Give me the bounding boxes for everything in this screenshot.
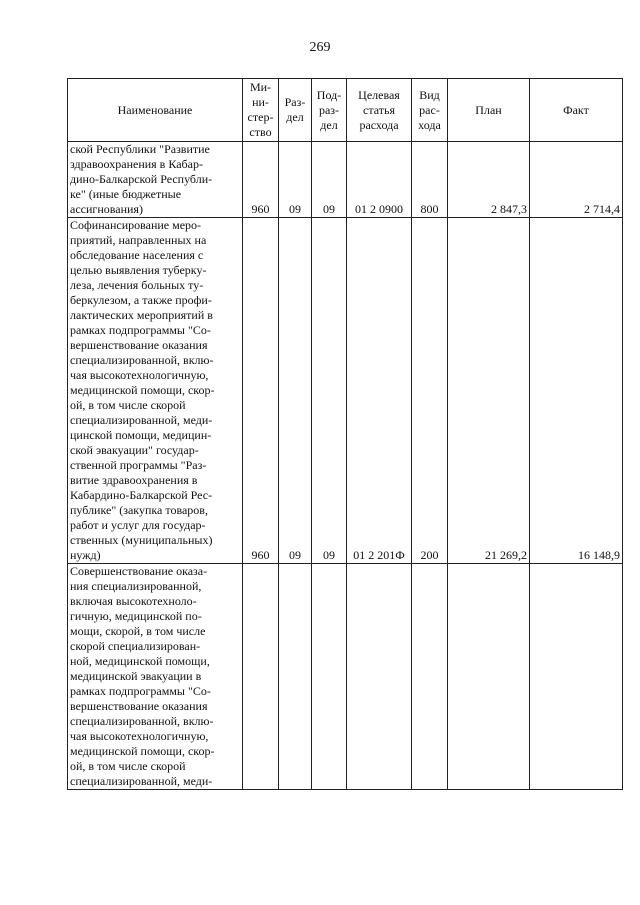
text-line: Ми- [249,80,272,94]
header-section [279,79,312,142]
text-line: работ и услуг для государ- [70,518,206,532]
row-kind: 200 [412,218,448,564]
text-line: гичную, медицинской по- [70,609,202,623]
row-fact: 2 714,4 [530,142,623,218]
text-line: хода [418,117,441,132]
text-line: публике" (закупка товаров, [70,503,208,517]
table-row [68,142,623,218]
header-subsection [312,79,347,142]
text-line: дел [320,117,338,132]
text-line: Кабардино-Балкарской Рес- [70,488,213,502]
row-name [68,564,243,790]
text-line: Целевая [358,87,400,102]
header-plan [448,79,530,142]
row-ministry: 960 [243,142,279,218]
text-line: дино-Балкарской Республи- [70,172,213,186]
row-subsection: 09 [312,142,347,218]
row-subsection [312,564,347,790]
text-line: ской Республики "Развитие [70,142,210,156]
text-line: включая высокотехноло- [70,594,197,608]
header-fact [530,79,623,142]
row-target: 01 2 0900 [347,142,412,218]
text-line: цинской помощи, медицин- [70,428,212,442]
text-line: ство [249,125,272,139]
text-line: витие здравоохранения в [70,473,198,487]
text-line: Софинансирование меро- [70,218,202,232]
text-line: медицинской эвакуации в [70,669,202,683]
text-line: специализированной, меди- [70,413,213,427]
text-line: Факт [563,102,589,117]
row-name [68,142,243,218]
text-line: чая высокотехнологичную, [70,729,209,743]
text-line: ской эвакуации" государ- [70,443,199,457]
text-line: обследование населения с [70,248,204,262]
text-line: расхода [359,117,399,132]
text-line: дел [286,110,304,124]
text-line: ой, в том числе скорой [70,398,186,412]
text-line: рамках подпрограммы "Со- [70,684,211,698]
text-line: ния специализированной, [70,579,202,593]
text-line: вершенствование оказания [70,338,208,352]
text-line: леза, лечения больных ту- [70,278,204,292]
header-name [68,79,243,142]
budget-table [67,78,623,790]
row-plan [448,564,530,790]
text-line: целью выявления туберку- [70,263,207,277]
text-line: ственной программы "Раз- [70,458,207,472]
text-line: специализированной, вклю- [70,353,214,367]
row-target: 01 2 201Ф [347,218,412,564]
row-kind: 800 [412,142,448,218]
text-line: статья [363,102,395,117]
text-line: вершенствование оказания [70,699,208,713]
row-kind [412,564,448,790]
text-line: Под- [316,87,342,102]
text-line: раз- [318,102,340,117]
text-line: скорой специализирован- [70,639,201,653]
text-line: ке" (иные бюджетные [70,187,182,201]
row-ministry: 960 [243,218,279,564]
row-fact: 16 148,9 [530,218,623,564]
text-line: беркулезом, а также профи- [70,293,212,307]
header-ministry [243,79,279,142]
page-number: 269 [309,40,331,55]
text-line: рас- [419,102,440,117]
text-line: нужд) [70,548,101,562]
text-line: ни- [252,95,269,109]
text-line: ассигнования) [70,202,143,216]
text-line: медицинской помощи, скор- [70,383,215,397]
text-line: План [475,102,502,117]
text-line: лактических мероприятий в [70,308,213,322]
row-name [68,218,243,564]
row-section [279,564,312,790]
text-line: Вид [419,87,440,102]
text-line: Раз- [284,95,306,109]
row-plan: 21 269,2 [448,218,530,564]
text-line: чая высокотехнологичную, [70,368,209,382]
table-row [68,564,623,790]
text-line: стер- [247,110,274,124]
row-section: 09 [279,218,312,564]
text-line: Совершенствование оказа- [70,564,208,578]
text-line: ной, медицинской помощи, [70,654,210,668]
text-line: Наименование [117,102,193,117]
row-section: 09 [279,142,312,218]
header-target [347,79,412,142]
table-row [68,218,623,564]
row-fact [530,564,623,790]
text-line: рамках подпрограммы "Со- [70,323,211,337]
text-line: ственных (муниципальных) [70,533,213,547]
text-line: приятий, направленных на [70,233,207,247]
table-header-row [68,79,623,142]
text-line: медицинской помощи, скор- [70,744,215,758]
text-line: здравоохранения в Кабар- [70,157,203,171]
header-kind [412,79,448,142]
text-line: специализированной, меди- [70,774,213,788]
text-line: специализированной, вклю- [70,714,214,728]
row-subsection: 09 [312,218,347,564]
text-line: ой, в том числе скорой [70,759,186,773]
row-target [347,564,412,790]
row-ministry [243,564,279,790]
row-plan: 2 847,3 [448,142,530,218]
text-line: мощи, скорой, в том числе [70,624,206,638]
